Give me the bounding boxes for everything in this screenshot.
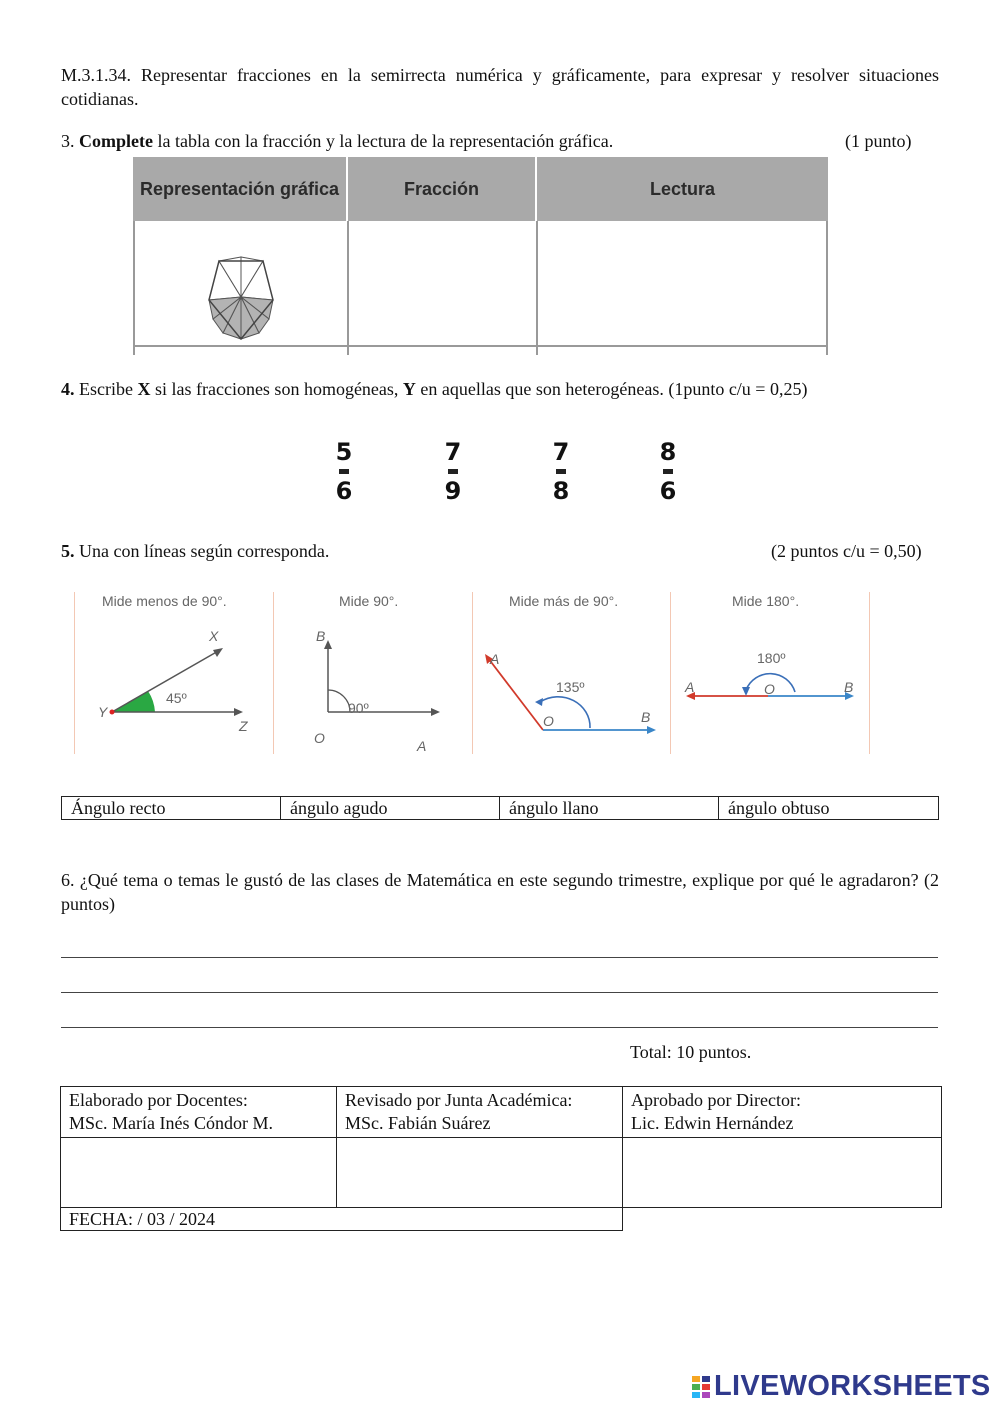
angle-2-degree: 90º — [348, 700, 369, 716]
signature-table — [60, 1086, 942, 1231]
q4-prompt: 4. Escribe X si las fracciones son homogéneas, Y en aquellas que son heterogéneas. (1punto c/u = 0,25) — [61, 379, 808, 399]
angle-1-title: Mide menos de 90°. — [102, 593, 227, 609]
q3-points: (1 punto) — [845, 131, 912, 151]
answer-line-1[interactable] — [61, 957, 938, 958]
answer-line-3[interactable] — [61, 1027, 938, 1028]
angle-3-title: Mide más de 90°. — [509, 593, 619, 609]
q3-number: 3. — [61, 131, 75, 151]
q5-points: (2 puntos c/u = 0,50) — [771, 541, 922, 561]
q3-text: la tabla con la fracción y la lectura de la representación gráfica. — [157, 131, 614, 151]
q4-x-marker: X — [137, 379, 151, 399]
elaborado-cell: Elaborado por Docentes: MSc. María Inés Cóndor M. — [61, 1087, 337, 1138]
angle-1-degree: 45º — [166, 690, 187, 706]
acute-angle-figure[interactable] — [90, 620, 260, 745]
angle-4-title: Mide 180°. — [732, 593, 800, 609]
angle-4-degree: 180º — [757, 650, 786, 666]
revisado-cell: Revisado por Junta Académica: MSc. Fabián Suárez — [337, 1087, 623, 1138]
signature-space-revisado — [337, 1138, 623, 1208]
angle-2-title: Mide 90°. — [339, 593, 399, 609]
angle-names-table — [61, 796, 939, 820]
q4-number: 4. — [61, 379, 75, 399]
q3-lectura-answer-cell[interactable] — [539, 227, 824, 341]
pentagon-fraction-figure — [203, 253, 279, 343]
q3-col-lectura: Lectura — [537, 157, 828, 221]
liveworksheets-brand: LIVEWORKSHEETS — [714, 1370, 991, 1402]
total-points: Total: 10 puntos. — [630, 1042, 752, 1062]
angle-name-recto[interactable]: Ángulo recto — [62, 797, 281, 820]
q3-prompt — [61, 131, 939, 152]
q3-verb: Complete — [79, 131, 153, 151]
q3-col-grafica: Representación gráfica — [133, 157, 348, 221]
fraction-3[interactable]: 7 8 — [552, 438, 570, 505]
q3-fraccion-answer-cell[interactable] — [348, 227, 534, 341]
skill-statement: M.3.1.34. Representar fracciones en la semirrecta numérica y gráficamente, para expresar y resolver situaciones cotidianas. — [61, 65, 939, 109]
fecha-cell: FECHA: / 03 / 2024 — [61, 1208, 623, 1231]
angle-3-degree: 135º — [556, 679, 585, 695]
fraction-1[interactable]: 5 6 — [335, 438, 353, 505]
fraction-4[interactable]: 8 6 — [659, 438, 677, 505]
signature-space-aprobado — [623, 1138, 942, 1208]
answer-line-2[interactable] — [61, 992, 938, 993]
angle-name-obtuso[interactable]: ángulo obtuso — [719, 797, 939, 820]
fraction-2[interactable]: 7 9 — [444, 438, 462, 505]
q5-number: 5. — [61, 541, 75, 561]
angle-name-llano[interactable]: ángulo llano — [500, 797, 719, 820]
q5-prompt: 5. Una con líneas según corresponda. — [61, 541, 330, 561]
q6-prompt: 6. ¿Qué tema o temas le gustó de las clases de Matemática en este segundo trimestre, explique por qué le agradaron? (2 puntos) — [61, 870, 939, 914]
q3-table — [133, 157, 828, 355]
angle-name-agudo[interactable]: ángulo agudo — [281, 797, 500, 820]
signature-space-elaborado — [61, 1138, 337, 1208]
liveworksheets-logo-icon — [692, 1376, 711, 1398]
aprobado-cell: Aprobado por Director: Lic. Edwin Hernández — [623, 1087, 942, 1138]
q3-col-fraccion: Fracción — [348, 157, 537, 221]
q4-y-marker: Y — [402, 379, 416, 399]
